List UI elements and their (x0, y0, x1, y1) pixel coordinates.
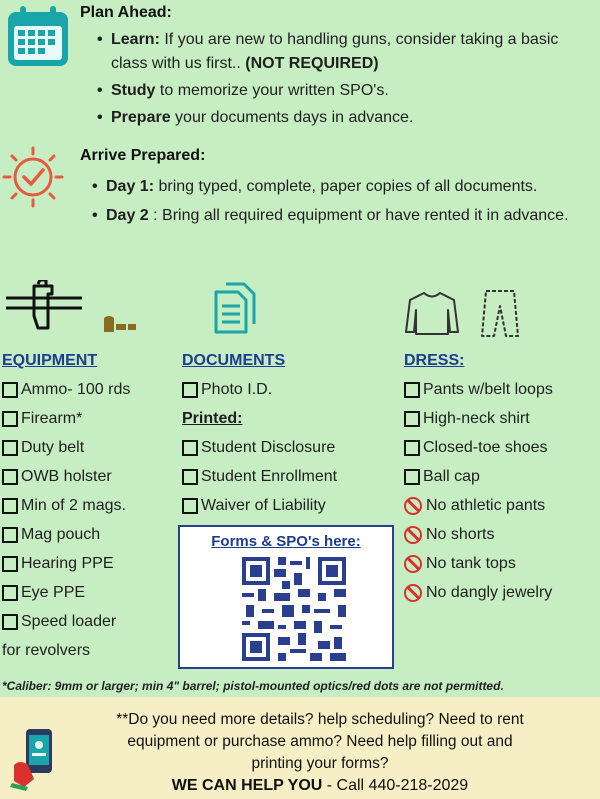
forms-qr-panel[interactable] (178, 525, 394, 669)
equipment-item: Firearm* (2, 404, 130, 433)
equipment-item-continued: for revolvers (2, 641, 91, 659)
checkbox (182, 440, 198, 456)
checkbox (2, 440, 18, 456)
checkbox (2, 527, 18, 543)
help-line: printing your forms? (251, 755, 389, 772)
checkbox (182, 382, 198, 398)
document-item: Student Enrollment (182, 462, 337, 491)
checkbox (404, 469, 420, 485)
dress-heading: DRESS: (404, 352, 465, 369)
checkbox (2, 556, 18, 572)
prohibited-icon (404, 526, 422, 544)
equipment-item: Speed loader (2, 607, 130, 636)
qr-title: Forms & SPO's here: (211, 533, 361, 550)
help-line: equipment or purchase ammo? Need help filling out and (127, 733, 513, 750)
pants-icon (480, 288, 520, 340)
equipment-item: OWB holster (2, 462, 130, 491)
shirt-icon (404, 290, 460, 336)
printed-subheading: Printed: (182, 409, 243, 427)
equipment-item: Hearing PPE (2, 549, 130, 578)
help-footer (0, 697, 600, 799)
qr-code-icon[interactable] (242, 557, 346, 661)
equipment-item: Min of 2 mags. (2, 491, 130, 520)
dress-item: High-neck shirt (404, 404, 553, 433)
documents-list (182, 375, 272, 404)
list-item: • Day 1: bring typed, complete, paper copies of all documents. (92, 173, 582, 201)
list-item: • Study to memorize your written SPO's. (97, 79, 577, 103)
checkbox (2, 382, 18, 398)
holster-icon (4, 280, 84, 332)
equipment-item: Duty belt (2, 433, 130, 462)
prohibited-item: No dangly jewelry (404, 578, 553, 607)
documents-heading: DOCUMENTS (182, 352, 286, 369)
equipment-list (2, 375, 130, 665)
prohibited-item: No athletic pants (404, 491, 553, 520)
caliber-footnote: *Caliber: 9mm or larger; min 4" barrel; pistol-mounted optics/red dots are not permitted. (2, 679, 504, 693)
checkmark-badge-icon (2, 146, 64, 208)
document-icon (210, 280, 260, 336)
dress-item: Ball cap (404, 462, 553, 491)
dress-item: Pants w/belt loops (404, 375, 553, 404)
checkbox (2, 498, 18, 514)
checkbox (404, 382, 420, 398)
equipment-item: Mag pouch (2, 520, 130, 549)
prohibited-icon (404, 497, 422, 515)
equipment-item: Eye PPE (2, 578, 130, 607)
prohibited-icon (404, 584, 422, 602)
checkbox (2, 585, 18, 601)
plan-ahead-list (97, 28, 577, 130)
phone-number[interactable]: - Call 440-218-2029 (322, 777, 469, 794)
calendar-icon (6, 4, 70, 68)
help-cta: WE CAN HELP YOU (171, 777, 323, 794)
checkbox (182, 498, 198, 514)
list-item: • Day 2 : Bring all required equipment or have rented it in advance. (92, 202, 582, 230)
document-item: Photo I.D. (182, 375, 272, 404)
checkbox (182, 469, 198, 485)
document-item: Student Disclosure (182, 433, 337, 462)
checkbox (404, 440, 420, 456)
checkbox (2, 411, 18, 427)
checkbox (2, 469, 18, 485)
checkbox (2, 614, 18, 630)
prohibited-icon (404, 555, 422, 573)
plan-ahead-title: Plan Ahead: (80, 4, 172, 21)
prohibited-item: No shorts (404, 520, 553, 549)
help-line: **Do you need more details? help scheduling? Need to rent (116, 711, 524, 728)
contact-line (60, 775, 580, 797)
arrive-prepared-title: Arrive Prepared: (80, 147, 206, 164)
dress-item: Closed-toe shoes (404, 433, 553, 462)
checkbox (404, 411, 420, 427)
prohibited-item: No tank tops (404, 549, 553, 578)
list-item: • Prepare your documents days in advance. (97, 106, 577, 130)
equipment-item: Ammo- 100 rds (2, 375, 130, 404)
equipment-heading: EQUIPMENT (2, 352, 98, 369)
phone-icon (10, 725, 56, 791)
dress-list (404, 375, 553, 607)
document-item: Waiver of Liability (182, 491, 337, 520)
bullet-cartridge-icon (102, 316, 138, 334)
printed-documents-list (182, 433, 337, 520)
help-text (60, 709, 580, 797)
list-item: • Learn: If you are new to handling guns, consider taking a basic class with us first.. (NOT REQUIRED) (97, 28, 577, 76)
arrive-prepared-list (92, 173, 582, 230)
